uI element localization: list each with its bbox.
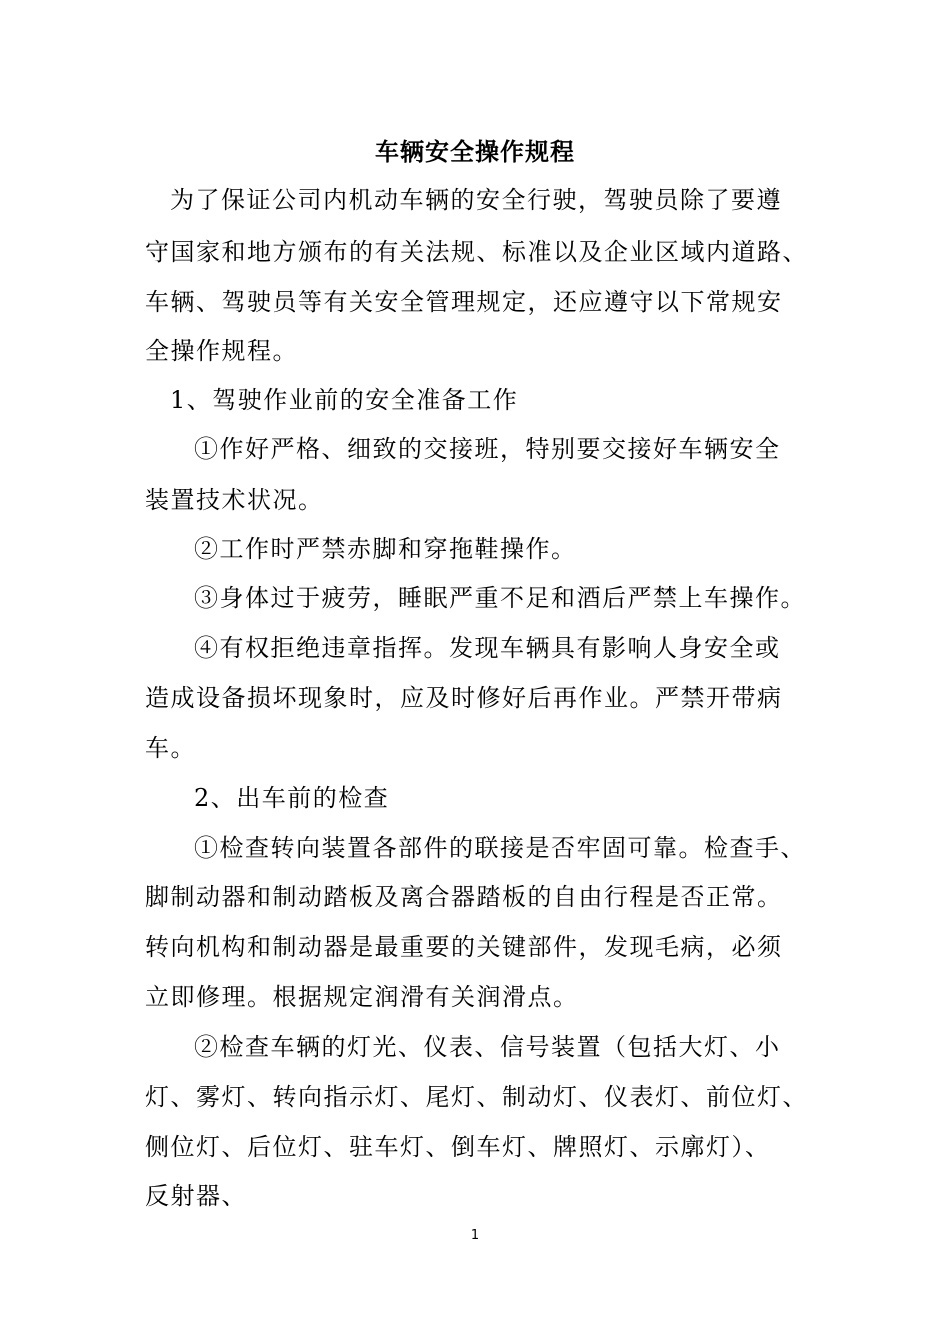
paragraph-line: 守国家和地方颁布的有关法规、标准以及企业区域内道路、 xyxy=(145,238,808,266)
paragraph-line: ④有权拒绝违章指挥。发现车辆具有影响人身安全或 xyxy=(194,634,781,662)
document-title: 车辆安全操作规程 xyxy=(375,137,575,166)
paragraph-line: 转向机构和制动器是最重要的关键部件，发现毛病，必须 xyxy=(145,933,783,961)
paragraph-line: 反射器、 xyxy=(145,1182,247,1210)
paragraph-line: 灯、雾灯、转向指示灯、尾灯、制动灯、仪表灯、前位灯、 xyxy=(145,1083,808,1111)
paragraph-line: 为了保证公司内机动车辆的安全行驶，驾驶员除了要遵 xyxy=(170,186,782,214)
paragraph-line: 全操作规程。 xyxy=(145,337,298,365)
paragraph-line: 车。 xyxy=(145,734,196,762)
section-heading: 1、驾驶作业前的安全准备工作 xyxy=(170,386,519,414)
paragraph-line: 立即修理。根据规定润滑有关润滑点。 xyxy=(145,983,579,1011)
page-number: 1 xyxy=(470,1228,480,1243)
paragraph-line: ①作好严格、细致的交接班，特别要交接好车辆安全 xyxy=(194,435,781,463)
paragraph-line: ②工作时严禁赤脚和穿拖鞋操作。 xyxy=(194,535,577,563)
paragraph-line: 造成设备损坏现象时，应及时修好后再作业。严禁开带病 xyxy=(145,684,783,712)
paragraph-line: ②检查车辆的灯光、仪表、信号装置（包括大灯、小 xyxy=(194,1033,781,1061)
paragraph-line: 车辆、驾驶员等有关安全管理规定，还应遵守以下常规安 xyxy=(145,288,783,316)
paragraph-line: 装置技术状况。 xyxy=(145,486,324,514)
paragraph-line: ③身体过于疲劳，睡眠严重不足和酒后严禁上车操作。 xyxy=(194,584,806,612)
paragraph-line: 脚制动器和制动踏板及离合器踏板的自由行程是否正常。 xyxy=(145,883,783,911)
paragraph-line: 侧位灯、后位灯、驻车灯、倒车灯、牌照灯、示廓灯）、 xyxy=(145,1133,771,1161)
section-heading: 2、出车前的检查 xyxy=(194,784,390,812)
paragraph-line: ①检查转向装置各部件的联接是否牢固可靠。检查手、 xyxy=(194,834,806,862)
